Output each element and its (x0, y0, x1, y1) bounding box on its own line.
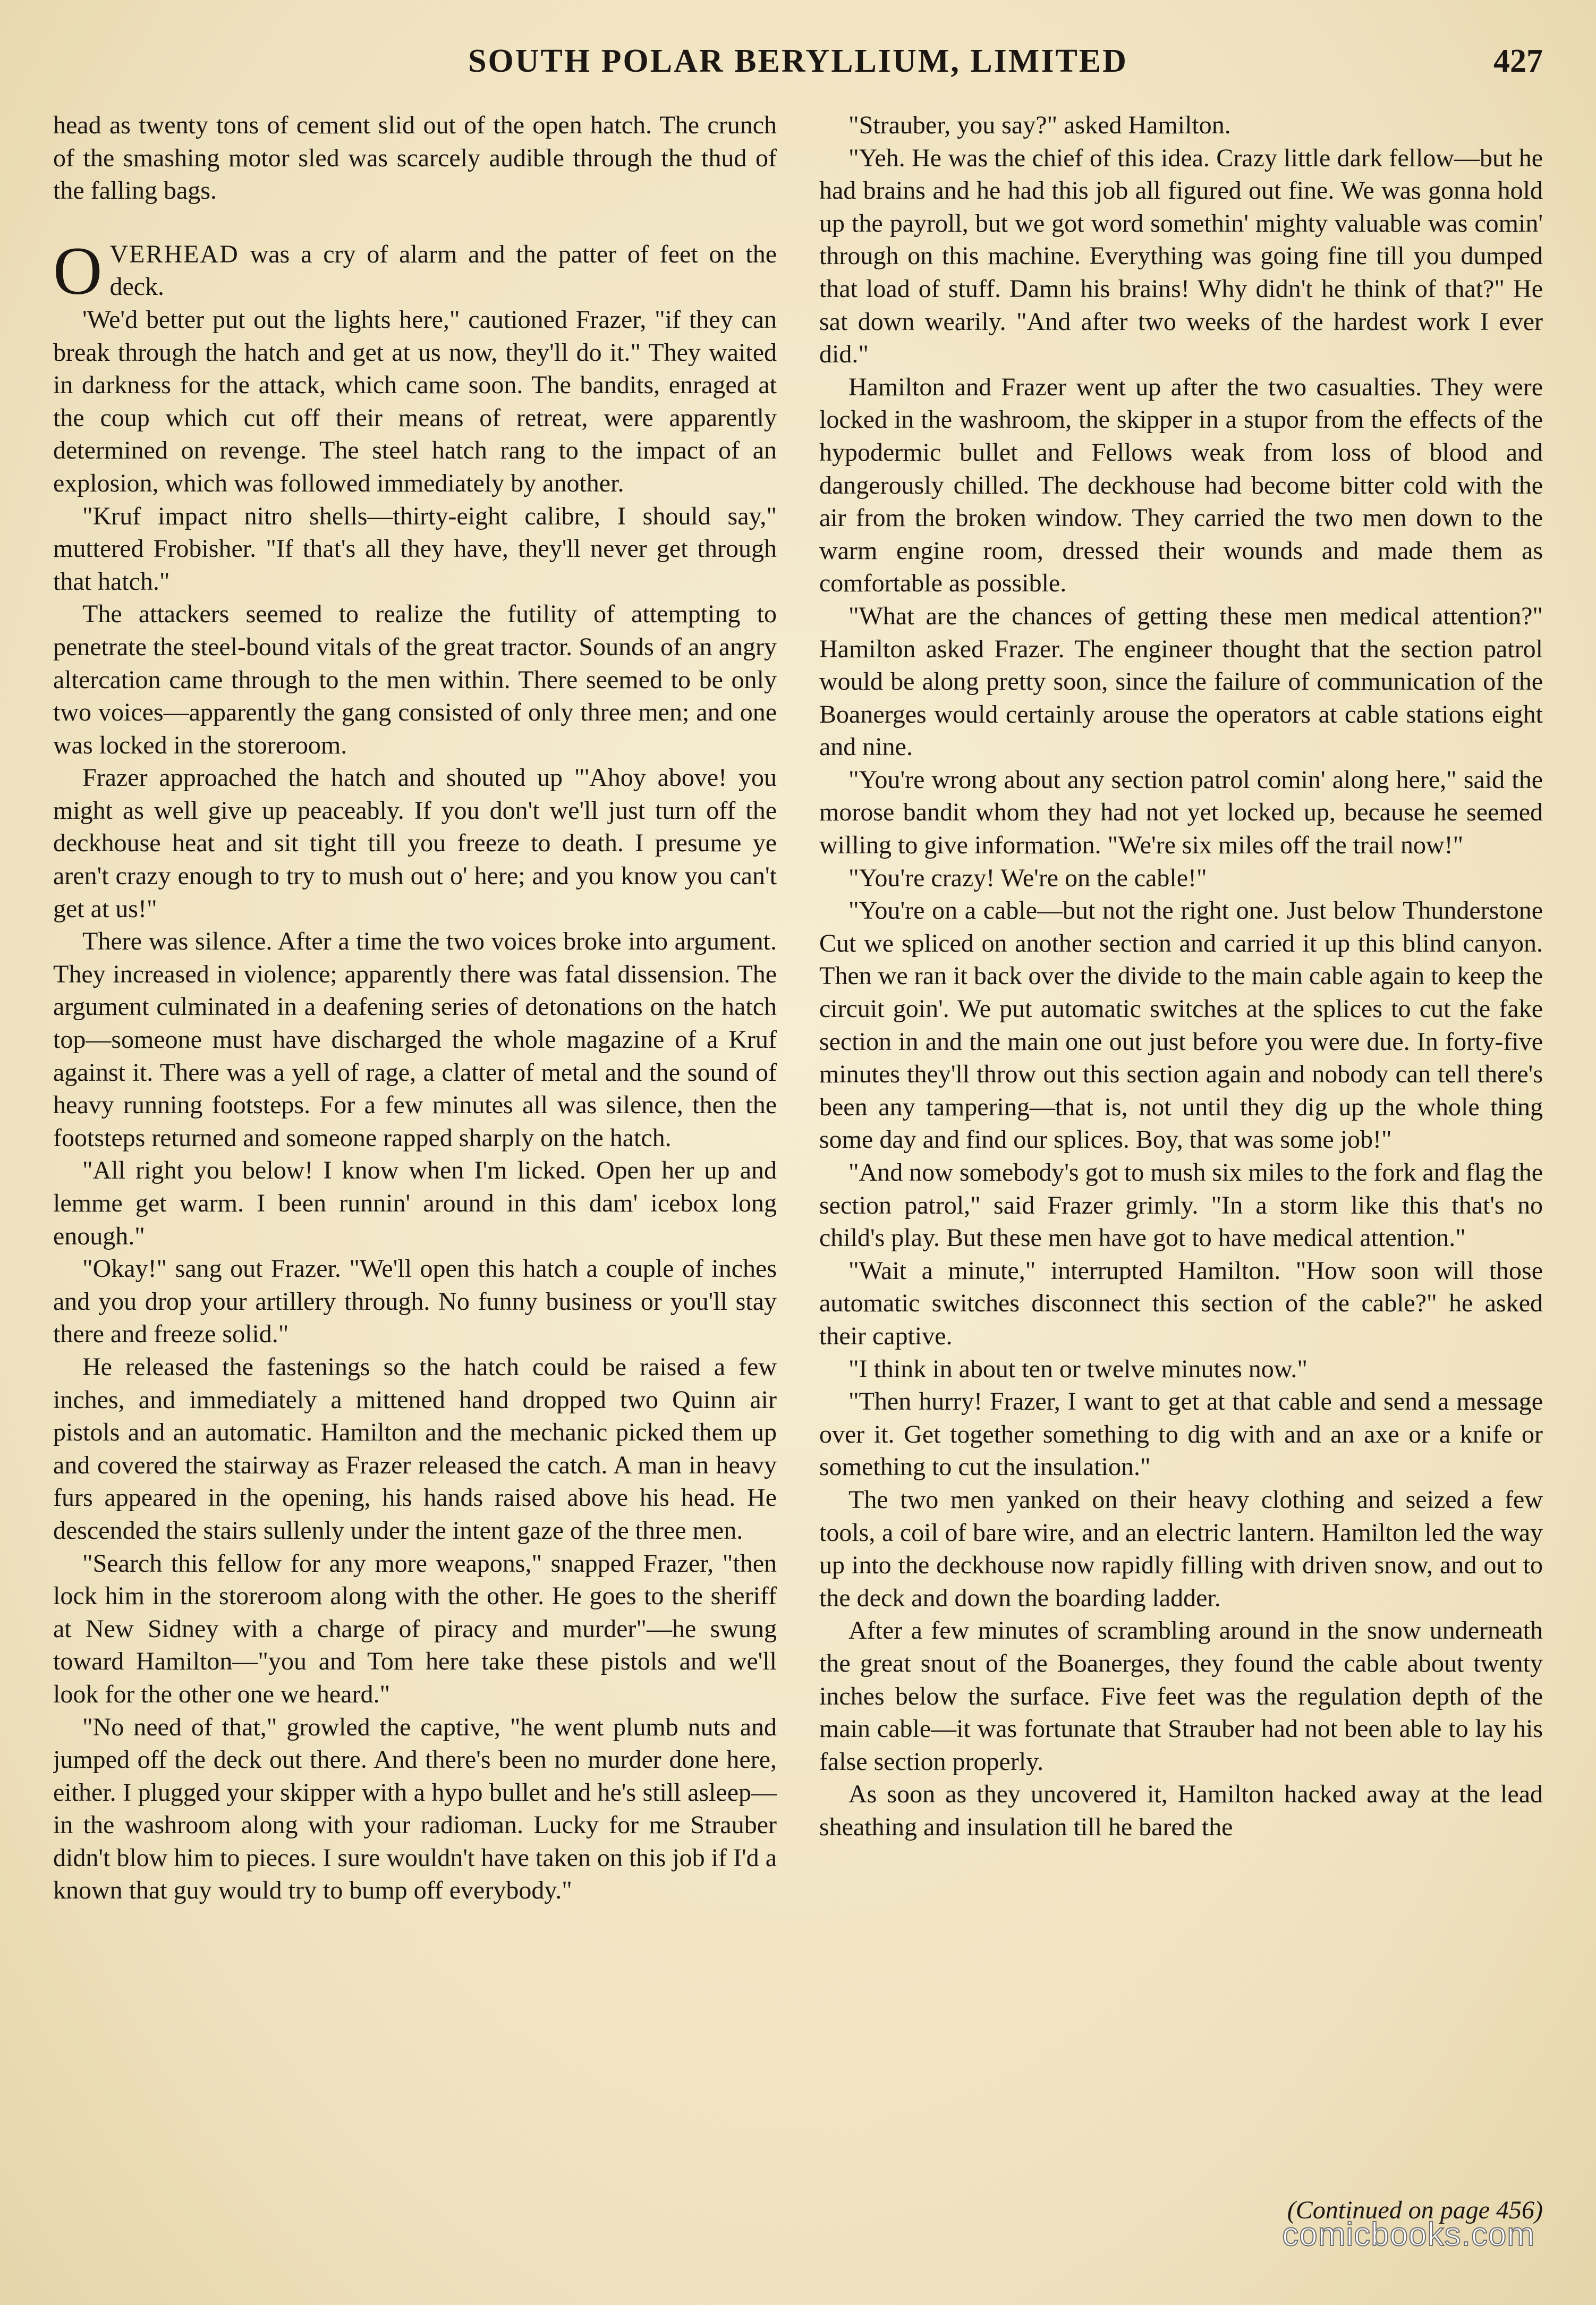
paragraph: After a few minutes of scrambling around in the snow underneath the great snout of the Boanerges, they found the cable about twenty inches below the surface. Five feet was the regulation depth of the main cable—it was fortunate that Strauber had not been able to lay his false section properly. (819, 1616, 1543, 1776)
paragraph: "Kruf impact nitro shells—thirty-eight calibre, I should say," muttered Frobisher. "If that's all they have, they'll never get through that hatch." (53, 502, 777, 596)
paragraph: "Then hurry! Frazer, I want to get at that cable and send a message over it. Get together something to dig with and an axe or a knife or something to cut the insulation." (819, 1387, 1543, 1481)
paragraph: "No need of that," growled the captive, "he went plumb nuts and jumped off the deck out there. And there's been no murder done here, either. I plugged your skipper with a hypo bullet and he's still asleep—in the washroom along with your radioman. Lucky for me Strauber didn't blow him to pieces. I sure wouldn't have taken on this job if I'd a known that guy would try to bump off everybody." (53, 1713, 777, 1905)
paragraph: "And now somebody's got to mush six miles to the fork and flag the section patrol," said Frazer grimly. "In a storm like this that's no child's play. But these men have got to have medical attention." (819, 1158, 1543, 1252)
paragraph: "Okay!" sang out Frazer. "We'll open this hatch a couple of inches and you drop your artillery through. No funny business or you'll stay there and freeze solid." (53, 1255, 777, 1349)
paragraph: "Wait a minute," interrupted Hamilton. "How soon will those automatic switches disconnect this section of the cable?" he asked their captive. (819, 1256, 1543, 1350)
paragraph: "Strauber, you say?" asked Hamilton. (848, 111, 1231, 139)
paragraph: "I think in about ten or twelve minutes now." (848, 1354, 1308, 1383)
paragraph: "Yeh. He was the chief of this idea. Crazy little dark fellow—but he had brains and he had this job all figured out fine. We was gonna hold up the payroll, but we got word somethin' mighty valuable was comin' through on this machine. Everything was going fine till you dumped that load of stuff. Damn his brains! Why didn't he think of that?" He sat down wearily. "And after two weeks of the hardest work I ever did." (819, 143, 1543, 369)
paragraph-text: was a cry of alarm and the patter of feet on the deck. (109, 240, 777, 301)
lead-in: VERHEAD (109, 240, 239, 268)
paragraph: He released the fastenings so the hatch could be raised a few inches, and immediately a mittened hand dropped two Quinn air pistols and an automatic. Hamilton and the mechanic picked them up and covered the stairway as Frazer released the catch. A man in heavy furs appeared in the opening, his hands raised above his head. He descended the stairs sullenly under the intent gaze of the three men. (53, 1352, 777, 1545)
watermark: comicbooks.com (1282, 2216, 1535, 2253)
paragraph: "Search this fellow for any more weapons," snapped Frazer, "then lock him in the storeroom along with the other. He goes to the sheriff at New Sidney with a charge of piracy and murder"—he swung toward Hamilton—"you and Tom here take these pistols and we'll look for the other one we heard." (53, 1549, 777, 1708)
paragraph: "You're on a cable—but not the right one. Just below Thunderstone Cut we spliced on another section and carried it up this blind canyon. Then we ran it back over the divide to the main cable again to keep the circuit goin'. We put automatic switches at the splices to cut the fake section in and the main one out just before you were due. In forty-five minutes they'll throw out this section again and nobody can tell there's been any tampering—that is, not until they dig up the whole thing some day and find our splices. Boy, that was some job!" (819, 896, 1543, 1154)
running-header (53, 37, 1543, 90)
right-column (819, 109, 1543, 2172)
paragraph: "All right you below! I know when I'm licked. Open her up and lemme get warm. I been runnin' around in this dam' icebox long enough." (53, 1156, 777, 1250)
paragraph: There was silence. After a time the two voices broke into argument. They increased in violence; apparently there was fatal dissension. The argument culminated in a deafening series of detonations on the hatch top—someone must have discharged the whole magazine of a Kruf against it. There was a yell of rage, a clatter of metal and the sound of heavy running footsteps. For a few minutes all was silence, then the footsteps returned and someone rapped sharply on the hatch. (53, 927, 777, 1152)
paragraph: As soon as they uncovered it, Hamilton hacked away at the lead sheathing and insulation till he bared the (819, 1780, 1543, 1841)
paragraph: The two men yanked on their heavy clothing and seized a few tools, a coil of bare wire, and an electric lantern. Hamilton led the way up into the deckhouse now rapidly filling with driven snow, and out to the deck and down the boarding ladder. (819, 1485, 1543, 1612)
continued-note: (Continued on page 456) (1287, 2196, 1543, 2224)
drop-cap: O (53, 233, 103, 309)
paragraph: Frazer approached the hatch and shouted up "'Ahoy above! you might as well give up peaceably. If you don't we'll just turn off the deckhouse heat and sit tight till you freeze to death. I presume ye aren't crazy enough to try to mush out o' here; and you know you can't get at us!" (53, 764, 777, 923)
paragraph: The attackers seemed to realize the futility of attempting to penetrate the steel-bound vitals of the great tractor. Sounds of an angry altercation came through to the men within. There seemed to be only two voices—apparently the gang consisted of only three men; and one was locked in the storeroom. (53, 600, 777, 759)
paragraph: head as twenty tons of cement slid out of the open hatch. The crunch of the smashing motor sled was scarcely audible through the thud of the falling bags. (53, 111, 777, 205)
left-column (53, 109, 777, 2172)
paragraph: "What are the chances of getting these men medical attention?" Hamilton asked Frazer. The engineer thought that the section patrol would be along pretty soon, since the failure of communication of the Boanerges would certainly arouse the operators at cable stations eight and nine. (819, 601, 1543, 761)
paragraph: "You're wrong about any section patrol comin' along here," said the morose bandit whom they had not yet locked up, because he seemed willing to give information. "We're six miles off the trail now!" (819, 765, 1543, 860)
article-body (53, 109, 1543, 2172)
paragraph: 'We'd better put out the lights here," cautioned Frazer, "if they can break through the hatch and get at us now, they'll do it." They waited in darkness for the attack, which came soon. The bandits, enraged at the coup which cut off their means of retreat, were apparently determined on revenge. The steel hatch rang to the impact of an explosion, which was followed immediately by another. (53, 305, 777, 497)
page-number: 427 (1493, 43, 1543, 79)
running-title: SOUTH POLAR BERYLLIUM, LIMITED (468, 43, 1128, 79)
paragraph: "You're crazy! We're on the cable!" (848, 863, 1207, 892)
paragraph: Hamilton and Frazer went up after the two casualties. They were locked in the washroom, the skipper in a stupor from the effects of the hypodermic bullet and Fellows weak from loss of blood and dangerously chilled. The deckhouse had become bitter cold with the air from the broken window. They carried the two men down to the warm engine room, dressed their wounds and made them as comfortable as possible. (819, 372, 1543, 598)
paragraph (53, 233, 777, 309)
